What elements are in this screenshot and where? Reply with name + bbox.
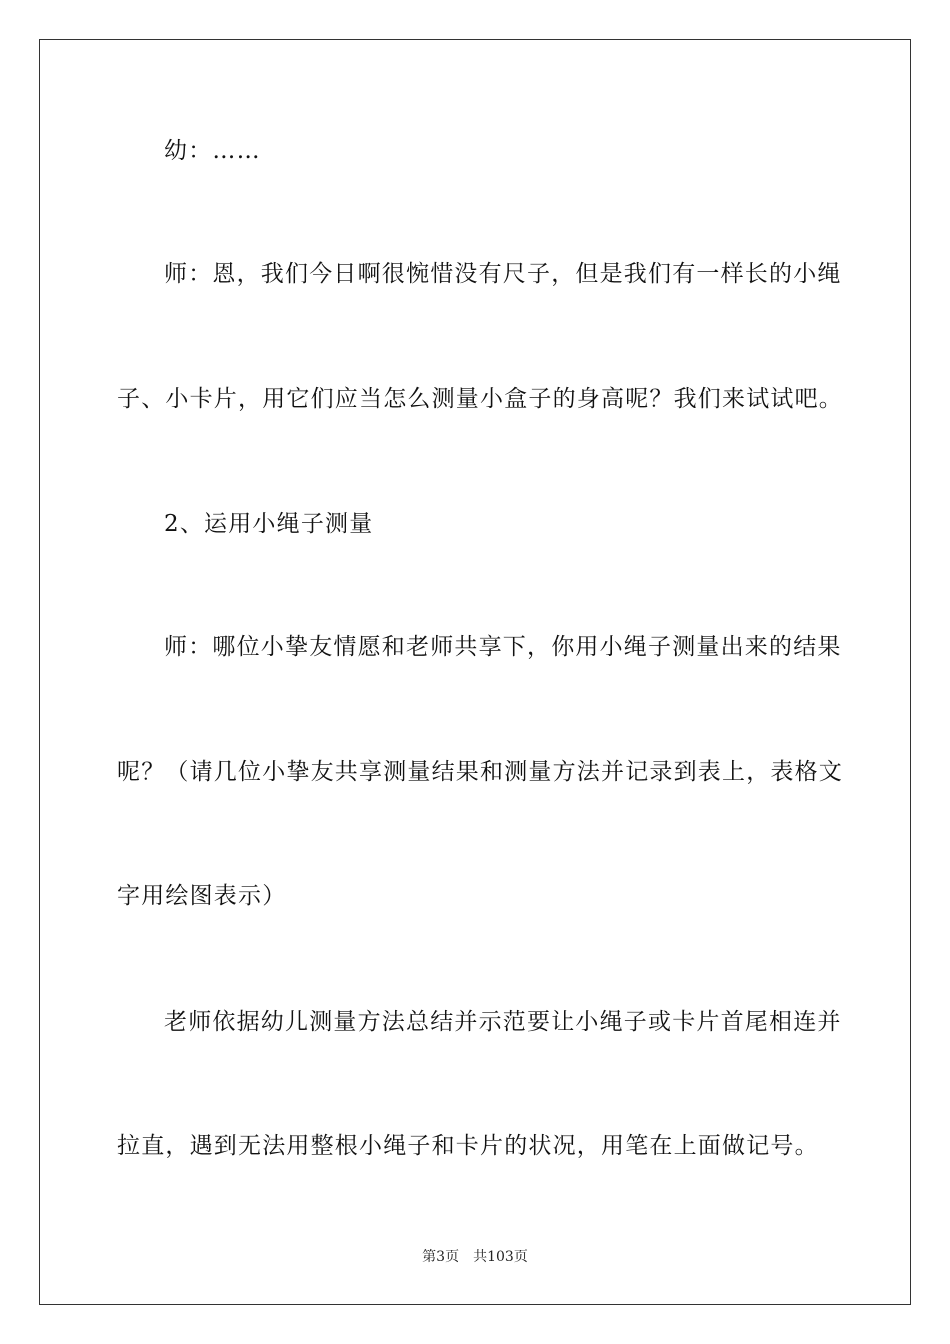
- dialogue-line-teacher-2-cont: 呢？（请几位小挚友共享测量结果和测量方法并记录到表上，表格文: [117, 759, 843, 785]
- dialogue-line-teacher-2-end: 字用绘图表示）: [117, 883, 287, 909]
- dialogue-line-teacher-2: 师：哪位小挚友情愿和老师共享下，你用小绳子测量出来的结果: [164, 634, 842, 660]
- page-border: [39, 39, 911, 1305]
- section-heading: 2、运用小绳子测量: [164, 511, 374, 537]
- dialogue-line-child: 幼：……: [164, 138, 261, 164]
- page-number: 第3页: [422, 1249, 460, 1265]
- dialogue-line-teacher-1-cont: 子、小卡片，用它们应当怎么测量小盒子的身高呢？我们来试试吧。: [117, 386, 843, 412]
- dialogue-line-teacher-1: 师：恩，我们今日啊很惋惜没有尺子，但是我们有一样长的小绳: [164, 261, 842, 287]
- page-footer: [0, 1248, 950, 1266]
- paragraph-summary: 老师依据幼儿测量方法总结并示范要让小绳子或卡片首尾相连并: [164, 1009, 842, 1035]
- page-total: 共103页: [473, 1249, 528, 1265]
- paragraph-summary-cont: 拉直，遇到无法用整根小绳子和卡片的状况，用笔在上面做记号。: [117, 1133, 819, 1159]
